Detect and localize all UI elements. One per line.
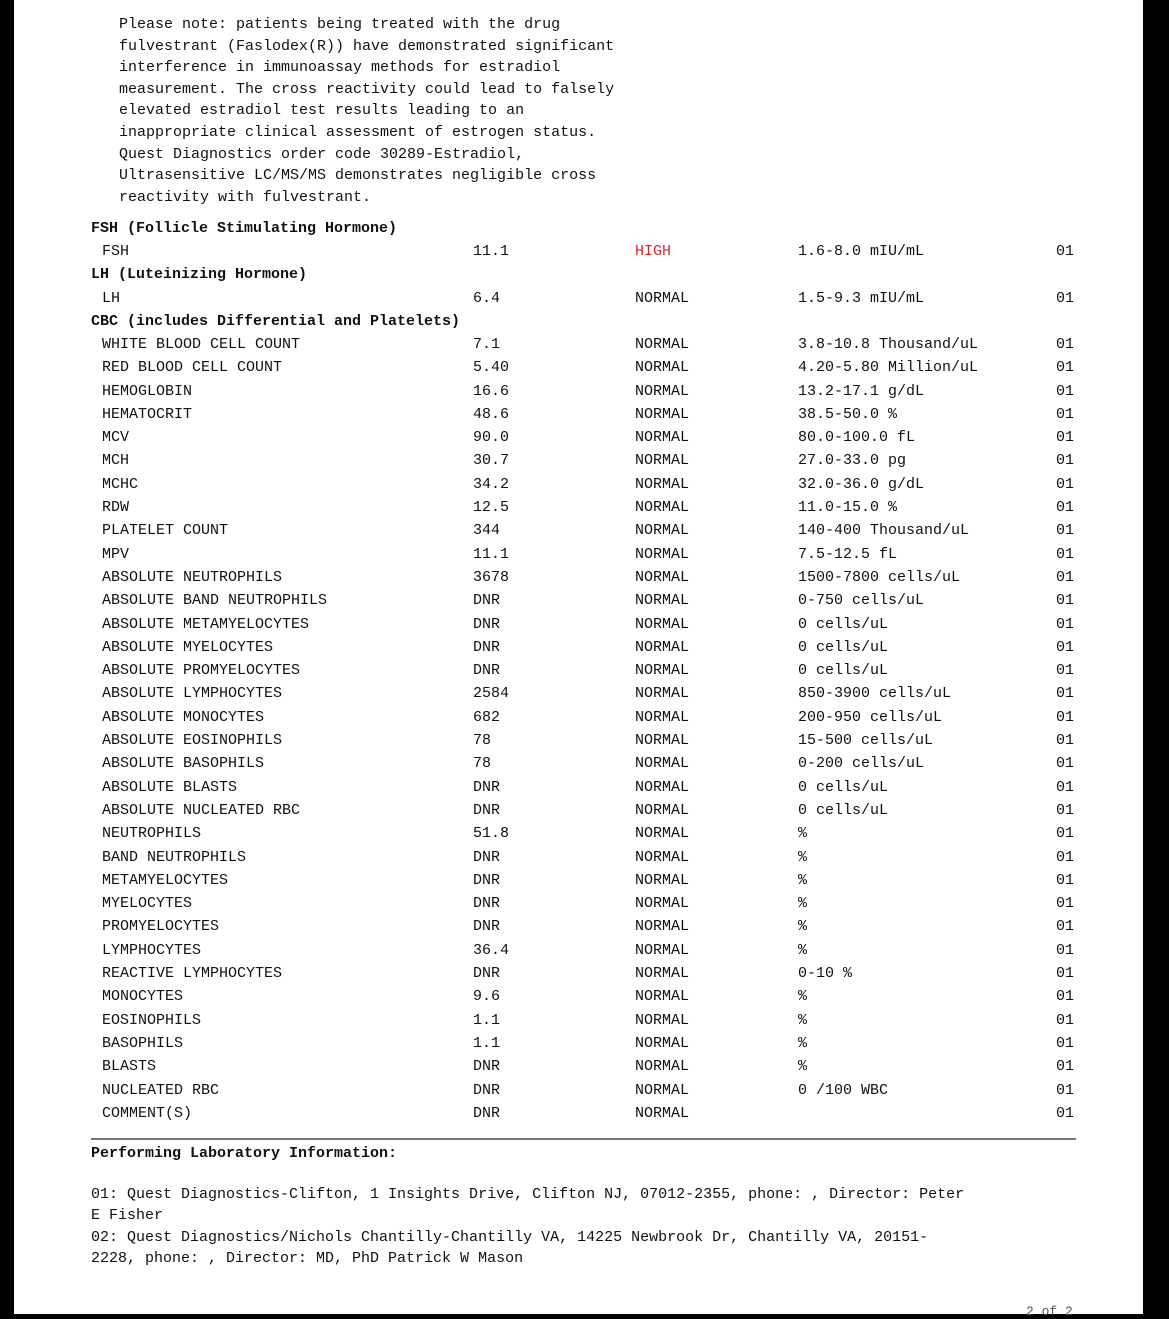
result-flag: NORMAL: [635, 569, 690, 586]
reference-range: 140-400 Thousand/uL: [798, 522, 970, 539]
test-name: MONOCYTES: [102, 988, 184, 1005]
lab-code: 01: [1056, 452, 1075, 469]
performing-lab-line: E Fisher: [91, 1207, 164, 1224]
result-row: [14, 639, 1143, 661]
result-flag: NORMAL: [635, 1058, 690, 1075]
test-name: RDW: [102, 499, 130, 516]
result-value: 11.1: [473, 546, 510, 563]
lab-code: 01: [1056, 429, 1075, 446]
fulvestrant-note: [119, 14, 719, 208]
result-value: 90.0: [473, 429, 510, 446]
test-name: MPV: [102, 546, 130, 563]
test-name: WHITE BLOOD CELL COUNT: [102, 336, 301, 353]
result-value: DNR: [473, 1105, 501, 1122]
result-value: DNR: [473, 1082, 501, 1099]
reference-range: 0 cells/uL: [798, 802, 889, 819]
result-value: DNR: [473, 872, 501, 889]
lab-code: 01: [1056, 499, 1075, 516]
reference-range: 0 /100 WBC: [798, 1082, 889, 1099]
result-row: [14, 1082, 1143, 1104]
lab-code: 01: [1056, 406, 1075, 423]
reference-range: 3.8-10.8 Thousand/uL: [798, 336, 979, 353]
reference-range: 1.6-8.0 mIU/mL: [798, 243, 925, 260]
performing-lab-line: 2228, phone: , Director: MD, PhD Patrick W Mason: [91, 1250, 524, 1267]
reference-range: 7.5-12.5 fL: [798, 546, 898, 563]
reference-range: 0-750 cells/uL: [798, 592, 925, 609]
reference-range: %: [798, 825, 808, 842]
result-value: 11.1: [473, 243, 510, 260]
reference-range: 1.5-9.3 mIU/mL: [798, 290, 925, 307]
lab-code: 01: [1056, 965, 1075, 982]
reference-range: %: [798, 1012, 808, 1029]
test-name: NEUTROPHILS: [102, 825, 202, 842]
result-value: DNR: [473, 802, 501, 819]
result-row: [14, 709, 1143, 731]
lab-code: 01: [1056, 942, 1075, 959]
test-name: NUCLEATED RBC: [102, 1082, 220, 1099]
result-flag: NORMAL: [635, 499, 690, 516]
lab-code: 01: [1056, 779, 1075, 796]
result-row: [14, 732, 1143, 754]
result-row: [14, 359, 1143, 381]
result-flag: NORMAL: [635, 592, 690, 609]
result-flag: NORMAL: [635, 942, 690, 959]
test-name: ABSOLUTE METAMYELOCYTES: [102, 616, 310, 633]
result-row: [14, 1058, 1143, 1080]
section-heading: FSH (Follicle Stimulating Hormone): [91, 220, 398, 237]
result-value: DNR: [473, 592, 501, 609]
note-line: fulvestrant (Faslodex(R)) have demonstrated significant: [119, 37, 615, 55]
lab-code: 01: [1056, 802, 1075, 819]
lab-code: 01: [1056, 522, 1075, 539]
test-name: BAND NEUTROPHILS: [102, 849, 247, 866]
lab-code: 01: [1056, 1035, 1075, 1052]
result-value: 30.7: [473, 452, 510, 469]
result-value: 78: [473, 732, 492, 749]
test-name: FSH: [102, 243, 130, 260]
test-name: LYMPHOCYTES: [102, 942, 202, 959]
reference-range: 32.0-36.0 g/dL: [798, 476, 925, 493]
result-flag: HIGH: [635, 243, 672, 260]
note-line: Please note: patients being treated with the drug: [119, 16, 561, 33]
lab-code: 01: [1056, 895, 1075, 912]
lab-code: 01: [1056, 359, 1075, 376]
test-name: PLATELET COUNT: [102, 522, 229, 539]
lab-code: 01: [1056, 685, 1075, 702]
reference-range: 0-10 %: [798, 965, 853, 982]
result-flag: NORMAL: [635, 383, 690, 400]
result-flag: NORMAL: [635, 895, 690, 912]
result-row: [14, 499, 1143, 521]
section-heading: CBC (includes Differential and Platelets): [91, 313, 461, 330]
performing-lab-title: Performing Laboratory Information:: [91, 1145, 398, 1162]
result-flag: NORMAL: [635, 639, 690, 656]
result-flag: NORMAL: [635, 1105, 690, 1122]
test-name: ABSOLUTE BASOPHILS: [102, 755, 265, 772]
lab-code: 01: [1056, 476, 1075, 493]
lab-code: 01: [1056, 592, 1075, 609]
reference-range: 0 cells/uL: [798, 779, 889, 796]
result-row: [14, 616, 1143, 638]
test-name: ABSOLUTE LYMPHOCYTES: [102, 685, 283, 702]
result-flag: NORMAL: [635, 452, 690, 469]
result-flag: NORMAL: [635, 732, 690, 749]
result-value: 36.4: [473, 942, 510, 959]
reference-range: %: [798, 849, 808, 866]
reference-range: 200-950 cells/uL: [798, 709, 943, 726]
test-name: MCHC: [102, 476, 139, 493]
reference-range: 0 cells/uL: [798, 616, 889, 633]
result-row: [14, 452, 1143, 474]
result-row: [14, 942, 1143, 964]
result-row: [14, 1105, 1143, 1127]
result-flag: NORMAL: [635, 406, 690, 423]
reference-range: %: [798, 895, 808, 912]
lab-code: 01: [1056, 825, 1075, 842]
test-name: LH: [102, 290, 121, 307]
result-flag: NORMAL: [635, 988, 690, 1005]
result-value: 78: [473, 755, 492, 772]
reference-range: %: [798, 988, 808, 1005]
result-row: [14, 429, 1143, 451]
reference-range: 850-3900 cells/uL: [798, 685, 952, 702]
result-flag: NORMAL: [635, 290, 690, 307]
test-name: BASOPHILS: [102, 1035, 184, 1052]
reference-range: 80.0-100.0 fL: [798, 429, 916, 446]
result-row: [14, 476, 1143, 498]
result-flag: NORMAL: [635, 359, 690, 376]
result-row: [14, 383, 1143, 405]
lab-code: 01: [1056, 988, 1075, 1005]
result-value: 5.40: [473, 359, 510, 376]
note-line: measurement. The cross reactivity could lead to falsely: [119, 80, 615, 98]
result-flag: NORMAL: [635, 522, 690, 539]
result-value: DNR: [473, 965, 501, 982]
result-row: [14, 965, 1143, 987]
result-value: 34.2: [473, 476, 510, 493]
result-flag: NORMAL: [635, 1012, 690, 1029]
test-name: METAMYELOCYTES: [102, 872, 229, 889]
result-flag: NORMAL: [635, 616, 690, 633]
test-name: ABSOLUTE EOSINOPHILS: [102, 732, 283, 749]
reference-range: %: [798, 942, 808, 959]
reference-range: 1500-7800 cells/uL: [798, 569, 961, 586]
lab-code: 01: [1056, 1105, 1075, 1122]
lab-code: 01: [1056, 546, 1075, 563]
reference-range: 15-500 cells/uL: [798, 732, 934, 749]
reference-range: 4.20-5.80 Million/uL: [798, 359, 979, 376]
result-row: [14, 988, 1143, 1010]
lab-code: 01: [1056, 383, 1075, 400]
result-value: DNR: [473, 1058, 501, 1075]
test-name: MYELOCYTES: [102, 895, 193, 912]
result-row: [14, 546, 1143, 568]
test-name: REACTIVE LYMPHOCYTES: [102, 965, 283, 982]
result-flag: NORMAL: [635, 685, 690, 702]
lab-code: 01: [1056, 1058, 1075, 1075]
result-row: [14, 1035, 1143, 1057]
result-value: 51.8: [473, 825, 510, 842]
test-name: ABSOLUTE MONOCYTES: [102, 709, 265, 726]
lab-code: 01: [1056, 616, 1075, 633]
result-flag: NORMAL: [635, 779, 690, 796]
note-line: Ultrasensitive LC/MS/MS demonstrates negligible cross: [119, 167, 597, 185]
result-value: 6.4: [473, 290, 501, 307]
lab-code: 01: [1056, 243, 1075, 260]
reference-range: 13.2-17.1 g/dL: [798, 383, 925, 400]
test-name: ABSOLUTE BLASTS: [102, 779, 238, 796]
result-row: [14, 802, 1143, 824]
lab-code: 01: [1056, 872, 1075, 889]
result-row: [14, 895, 1143, 917]
result-flag: NORMAL: [635, 1035, 690, 1052]
note-line: interference in immunoassay methods for estradiol: [119, 59, 561, 77]
result-flag: NORMAL: [635, 825, 690, 842]
test-name: ABSOLUTE PROMYELOCYTES: [102, 662, 301, 679]
section-heading: LH (Luteinizing Hormone): [91, 266, 308, 283]
note-line: inappropriate clinical assessment of estrogen status.: [119, 123, 597, 141]
result-flag: NORMAL: [635, 965, 690, 982]
lab-code: 01: [1056, 1082, 1075, 1099]
test-name: BLASTS: [102, 1058, 157, 1075]
result-value: DNR: [473, 662, 501, 679]
performing-lab-line: 01: Quest Diagnostics-Clifton, 1 Insights Drive, Clifton NJ, 07012-2355, phone: , Director: Peter: [91, 1186, 965, 1203]
result-row: [14, 569, 1143, 591]
result-value: 682: [473, 709, 501, 726]
test-name: ABSOLUTE BAND NEUTROPHILS: [102, 592, 328, 609]
lab-code: 01: [1056, 849, 1075, 866]
result-row: [14, 336, 1143, 358]
result-row: [14, 592, 1143, 614]
result-flag: NORMAL: [635, 755, 690, 772]
test-name: ABSOLUTE NUCLEATED RBC: [102, 802, 301, 819]
test-name: PROMYELOCYTES: [102, 918, 220, 935]
result-row: [14, 872, 1143, 894]
section-divider: [91, 1138, 1076, 1140]
reference-range: 0-200 cells/uL: [798, 755, 925, 772]
result-value: DNR: [473, 779, 501, 796]
note-line: Quest Diagnostics order code 30289-Estradiol,: [119, 145, 525, 163]
test-name: ABSOLUTE NEUTROPHILS: [102, 569, 283, 586]
lab-code: 01: [1056, 290, 1075, 307]
test-name: ABSOLUTE MYELOCYTES: [102, 639, 274, 656]
test-name: MCV: [102, 429, 130, 446]
result-value: 3678: [473, 569, 510, 586]
result-row: [14, 406, 1143, 428]
result-value: 16.6: [473, 383, 510, 400]
result-flag: NORMAL: [635, 429, 690, 446]
reference-range: 38.5-50.0 %: [798, 406, 898, 423]
result-row: [14, 662, 1143, 684]
reference-range: 11.0-15.0 %: [798, 499, 898, 516]
result-value: 1.1: [473, 1012, 501, 1029]
note-line: reactivity with fulvestrant.: [119, 188, 372, 206]
result-value: DNR: [473, 639, 501, 656]
result-value: DNR: [473, 918, 501, 935]
result-value: 1.1: [473, 1035, 501, 1052]
test-name: MCH: [102, 452, 130, 469]
result-value: 344: [473, 522, 501, 539]
lab-code: 01: [1056, 639, 1075, 656]
result-value: DNR: [473, 616, 501, 633]
result-flag: NORMAL: [635, 1082, 690, 1099]
reference-range: %: [798, 918, 808, 935]
result-flag: NORMAL: [635, 546, 690, 563]
result-row: [14, 849, 1143, 871]
result-flag: NORMAL: [635, 802, 690, 819]
lab-code: 01: [1056, 569, 1075, 586]
report-page: [14, 0, 1143, 1319]
result-row: [14, 918, 1143, 940]
page-number: 2 of 2: [1026, 1304, 1073, 1319]
reference-range: 0 cells/uL: [798, 639, 889, 656]
result-value: DNR: [473, 849, 501, 866]
result-row: [14, 290, 1143, 312]
result-row: [14, 1012, 1143, 1034]
test-name: HEMOGLOBIN: [102, 383, 193, 400]
test-name: COMMENT(S): [102, 1105, 193, 1122]
result-row: [14, 685, 1143, 707]
reference-range: %: [798, 872, 808, 889]
lab-code: 01: [1056, 662, 1075, 679]
reference-range: 0 cells/uL: [798, 662, 889, 679]
test-name: RED BLOOD CELL COUNT: [102, 359, 283, 376]
reference-range: 27.0-33.0 pg: [798, 452, 907, 469]
test-name: HEMATOCRIT: [102, 406, 193, 423]
result-flag: NORMAL: [635, 872, 690, 889]
result-value: 7.1: [473, 336, 501, 353]
lab-code: 01: [1056, 1012, 1075, 1029]
result-value: 12.5: [473, 499, 510, 516]
result-flag: NORMAL: [635, 918, 690, 935]
result-value: DNR: [473, 895, 501, 912]
result-flag: NORMAL: [635, 336, 690, 353]
note-line: elevated estradiol test results leading to an: [119, 102, 525, 120]
lab-code: 01: [1056, 918, 1075, 935]
lab-code: 01: [1056, 755, 1075, 772]
lab-code: 01: [1056, 732, 1075, 749]
result-row: [14, 522, 1143, 544]
result-flag: NORMAL: [635, 709, 690, 726]
result-row: [14, 779, 1143, 801]
lab-code: 01: [1056, 709, 1075, 726]
lab-code: 01: [1056, 336, 1075, 353]
result-row: [14, 243, 1143, 265]
reference-range: %: [798, 1058, 808, 1075]
test-name: EOSINOPHILS: [102, 1012, 202, 1029]
result-value: 9.6: [473, 988, 501, 1005]
result-flag: NORMAL: [635, 662, 690, 679]
reference-range: %: [798, 1035, 808, 1052]
result-flag: NORMAL: [635, 849, 690, 866]
result-value: 48.6: [473, 406, 510, 423]
result-row: [14, 825, 1143, 847]
result-row: [14, 755, 1143, 777]
performing-lab-line: 02: Quest Diagnostics/Nichols Chantilly-Chantilly VA, 14225 Newbrook Dr, Chantilly VA, 20151-: [91, 1229, 929, 1246]
result-value: 2584: [473, 685, 510, 702]
result-flag: NORMAL: [635, 476, 690, 493]
